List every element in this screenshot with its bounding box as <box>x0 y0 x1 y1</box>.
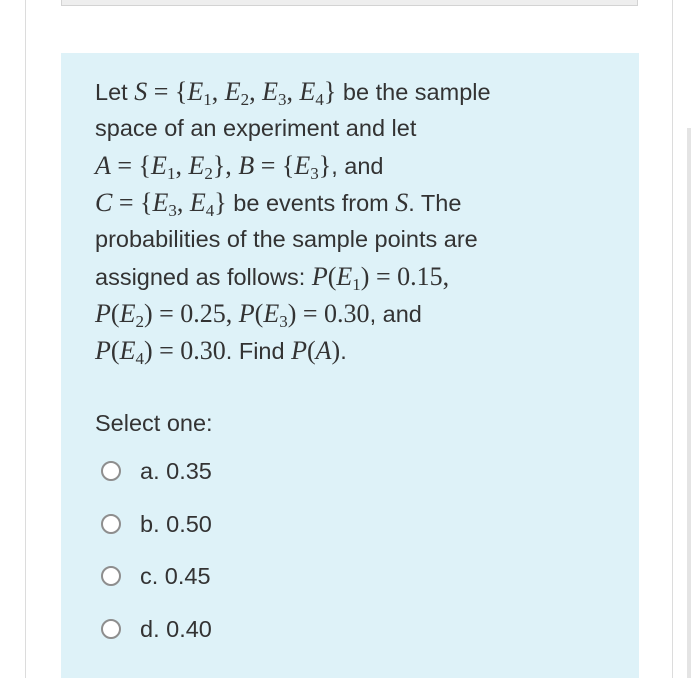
answer-option-label[interactable]: c. 0.45 <box>140 562 211 589</box>
question-text-segment: space of an experiment and let <box>95 115 417 141</box>
math-expression: $C = \{E_3$, $E_4$} <box>95 188 227 220</box>
select-one-label: Select one: <box>95 410 213 436</box>
question-panel <box>61 53 639 678</box>
question-text <box>95 73 615 369</box>
previous-section-bar <box>61 0 638 6</box>
question-line-5 <box>95 221 615 258</box>
question-text-segment: probabilities of the sample points are <box>95 226 478 252</box>
math-expression: $P(E_4) = 0.30$ <box>95 336 226 368</box>
radio-button[interactable] <box>101 514 121 534</box>
math-expression: $P(E_2) = 0.25$, $P(E_3) = 0.30$ <box>95 299 370 331</box>
question-text-segment: be the sample <box>336 79 491 105</box>
question-line-1 <box>95 73 615 110</box>
question-text-segment: . The <box>408 190 462 216</box>
question-line-6 <box>95 258 615 295</box>
question-line-4 <box>95 184 615 221</box>
math-expression: $P(E_1) = 0.15$, <box>311 262 450 294</box>
question-text-segment: , and <box>369 301 422 327</box>
page-border-right <box>672 0 673 678</box>
math-expression: S <box>395 188 409 217</box>
question-line-7 <box>95 295 615 332</box>
answer-option-a[interactable] <box>101 456 212 486</box>
answer-option-d[interactable] <box>101 614 212 644</box>
math-expression: $A = \{E_1$, $E_2$}, $B = \{E_3\}$ <box>95 151 332 183</box>
scrollbar-track[interactable] <box>687 128 691 678</box>
math-expression: P(A) <box>291 336 341 365</box>
question-line-3 <box>95 147 615 184</box>
question-text-segment: . Find <box>225 338 292 364</box>
answer-option-label[interactable]: b. 0.50 <box>140 510 212 537</box>
question-text-segment: , and <box>331 153 384 179</box>
answer-option-label[interactable]: a. 0.35 <box>140 457 212 484</box>
radio-button[interactable] <box>101 619 121 639</box>
answer-option-c[interactable] <box>101 561 211 591</box>
answer-option-b[interactable] <box>101 509 212 539</box>
question-line-8 <box>95 332 615 369</box>
math-expression: $S = \{E_1$, $E_2$, $E_3$, $E_4$} <box>134 77 337 109</box>
question-text-segment: assigned as follows: <box>95 264 312 290</box>
question-line-2 <box>95 110 615 147</box>
question-text-segment: . <box>340 338 347 364</box>
radio-button[interactable] <box>101 461 121 481</box>
page-border-left <box>25 0 26 678</box>
answer-option-label[interactable]: d. 0.40 <box>140 615 212 642</box>
question-text-segment: be events from <box>226 190 396 216</box>
radio-button[interactable] <box>101 566 121 586</box>
question-text-segment: Let <box>95 79 135 105</box>
